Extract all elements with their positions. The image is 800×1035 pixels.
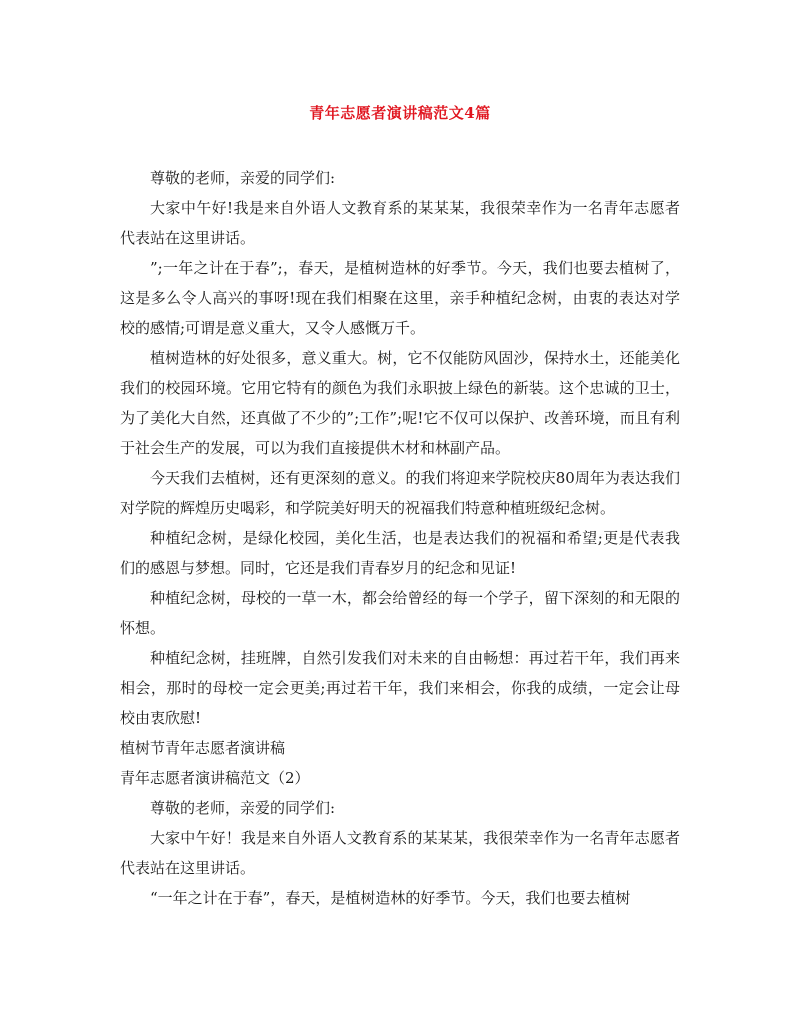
section-heading: 植树节青年志愿者演讲稿	[120, 739, 286, 757]
body-paragraph: 植树造林的好处很多，意义重大。树，它不仅能防风固沙，保持水土，还能美化我们的校园环境。它用它特有的颜色为我们永职披上绿色的新装。这个忠诚的卫士，为了美化大自然，还真做了不少的”;工作”;呢!它不仅可以保护、改善环境，而且有利于社会生产的发展，可以为我们直接提供木材和林副产品。	[120, 349, 680, 457]
document-body	[120, 163, 680, 913]
body-paragraph: “一年之计在于春”，春天，是植树造林的好季节。今天，我们也要去植树	[150, 889, 631, 907]
body-paragraph: 尊敬的老师，亲爱的同学们:	[150, 799, 336, 817]
document-title: 青年志愿者演讲稿范文4篇	[309, 104, 491, 122]
body-paragraph: 种植纪念树，是绿化校园，美化生活，也是表达我们的祝福和希望;更是代表我们的感恩与梦想。同时，它还是我们青春岁月的纪念和见证!	[120, 529, 680, 577]
body-paragraph: ”;一年之计在于春”;，春天，是植树造林的好季节。今天，我们也要去植树了，这是多么令人高兴的事呀!现在我们相聚在这里，亲手种植纪念树，由衷的表达对学校的感情;可谓是意义重大，又令人感慨万千。	[120, 259, 680, 337]
body-paragraph: 种植纪念树，母校的一草一木，都会给曾经的每一个学子，留下深刻的和无限的怀想。	[120, 589, 680, 637]
body-paragraph: 尊敬的老师，亲爱的同学们:	[150, 169, 336, 187]
body-paragraph: 今天我们去植树，还有更深刻的意义。的我们将迎来学院校庆80周年为表达我们对学院的辉煌历史喝彩，和学院美好明天的祝福我们特意种植班级纪念树。	[120, 469, 680, 517]
body-paragraph: 种植纪念树，挂班牌，自然引发我们对未来的自由畅想：再过若干年，我们再来相会，那时的母校一定会更美;再过若干年，我们来相会，你我的成绩，一定会让母校由衷欣慰!	[120, 649, 680, 727]
body-paragraph: 大家中午好！我是来自外语人文教育系的某某某，我很荣幸作为一名青年志愿者代表站在这里讲话。	[120, 829, 680, 877]
section-heading: 青年志愿者演讲稿范文（2）	[120, 769, 310, 787]
body-paragraph: 大家中午好!我是来自外语人文教育系的某某某，我很荣幸作为一名青年志愿者代表站在这里讲话。	[120, 199, 680, 247]
